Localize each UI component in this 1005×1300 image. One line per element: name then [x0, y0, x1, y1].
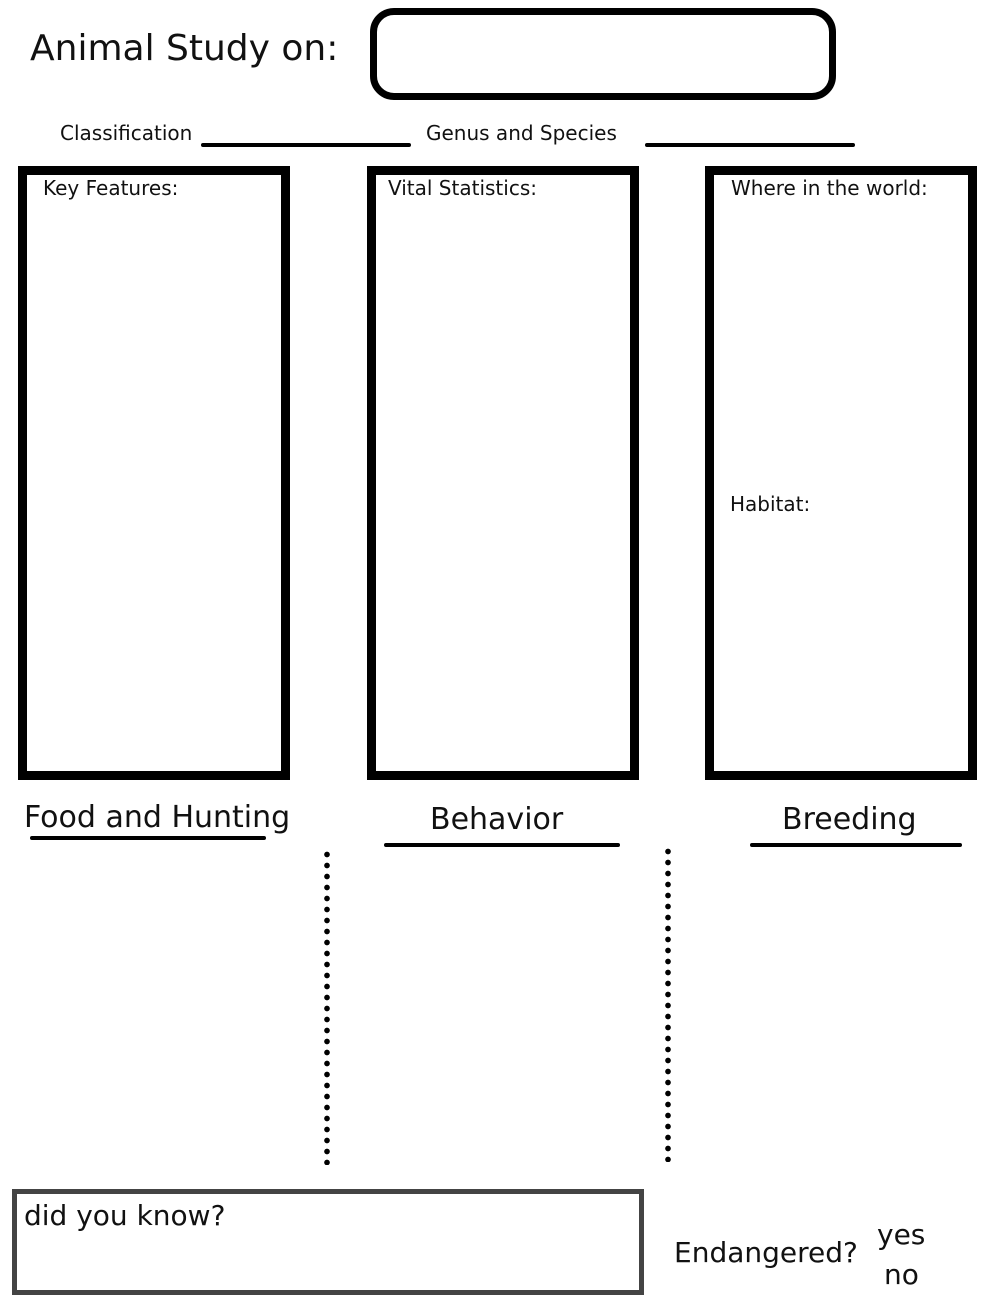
worksheet-title: Animal Study on:	[30, 28, 339, 69]
where-in-world-box[interactable]	[705, 166, 977, 780]
food-hunting-heading: Food and Hunting	[24, 800, 291, 835]
genus-species-label: Genus and Species	[426, 121, 617, 145]
did-you-know-label: did you know?	[24, 1199, 226, 1232]
food-hunting-underline	[30, 836, 266, 840]
behavior-underline	[384, 843, 620, 847]
classification-answer-line[interactable]	[201, 143, 411, 147]
habitat-label: Habitat:	[730, 492, 811, 516]
endangered-no-option[interactable]: no	[884, 1258, 919, 1291]
dotted-divider-right	[665, 846, 671, 1162]
dotted-divider-left	[324, 849, 330, 1165]
behavior-heading: Behavior	[430, 802, 564, 837]
vital-statistics-label: Vital Statistics:	[388, 176, 537, 200]
endangered-label: Endangered?	[674, 1236, 858, 1269]
genus-species-answer-line[interactable]	[645, 143, 855, 147]
key-features-label: Key Features:	[43, 176, 179, 200]
breeding-heading: Breeding	[782, 802, 917, 837]
endangered-yes-option[interactable]: yes	[877, 1218, 926, 1251]
animal-name-field[interactable]	[370, 8, 836, 100]
breeding-underline	[750, 843, 962, 847]
where-in-world-label: Where in the world:	[731, 176, 928, 200]
vital-statistics-box[interactable]	[367, 166, 639, 780]
key-features-box[interactable]	[18, 166, 290, 780]
classification-label: Classification	[60, 121, 193, 145]
